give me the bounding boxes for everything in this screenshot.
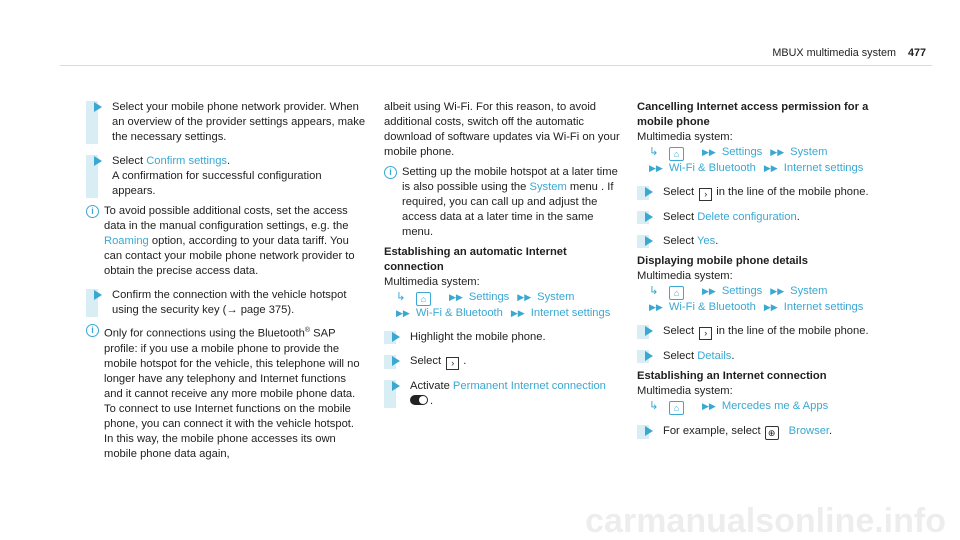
multimedia-system-label: Multimedia system: [384, 276, 480, 288]
settings-link[interactable]: Settings [721, 146, 763, 158]
menu-path [637, 145, 895, 161]
multimedia-system-label: Multimedia system: [637, 270, 733, 282]
home-icon[interactable]: ⌂ [669, 286, 684, 300]
return-arrow-icon: ↳ [649, 400, 659, 412]
browser-icon[interactable]: ⊕ [765, 426, 779, 440]
settings-link[interactable]: Settings [721, 285, 763, 297]
column-1 [86, 100, 366, 462]
wifi-bluetooth-link[interactable]: Wi-Fi & Bluetooth [668, 301, 756, 313]
chevron-right-icon: ▶▶ [649, 302, 663, 312]
multimedia-system-label: Multimedia system: [637, 385, 733, 397]
step-select-line: Select › in the line of the mobile phone. [637, 185, 895, 201]
arrow-right-icon [392, 381, 400, 391]
step-confirm-connection [86, 288, 366, 318]
roaming-link[interactable]: Roaming [104, 235, 149, 247]
delete-configuration-link[interactable]: Delete configuration [697, 211, 797, 223]
note-bluetooth-sap: i Only for connections using the Bluetooth® SAP profile: if you use a mobile phone to provide the mobile hotspot for the vehicle, this telephone will no longer have any telephony and Internet functions and it cannot receive any more mobile phone data. To connect to use Internet functions on the mobile phone, you can connect it with the vehicle hotspot. In this way, the mobile phone accesses its own mobile phone data again, [86, 323, 366, 462]
settings-link[interactable]: Settings [468, 291, 510, 303]
details-link[interactable]: Details [697, 350, 732, 362]
arrow-right-icon [645, 426, 653, 436]
header-title: MBUX multimedia system [772, 47, 896, 59]
home-icon[interactable]: ⌂ [669, 401, 684, 415]
menu-path-2 [637, 300, 895, 315]
menu-path-2 [637, 161, 895, 176]
section-heading-establish: Establishing an Internet connection [637, 370, 827, 382]
toggle-on-icon[interactable] [410, 395, 428, 405]
step-activate-permanent: Activate Permanent Internet connection . [384, 379, 624, 409]
home-icon[interactable]: ⌂ [416, 292, 431, 306]
chevron-right-icon: ▶▶ [702, 286, 716, 296]
page-header [772, 46, 926, 61]
confirm-settings-link[interactable]: Confirm settings [146, 155, 228, 167]
step-text: Select your mobile phone network provider. When an overview of the provider settings appears, make the necessary settings. [112, 101, 366, 143]
step-text: Confirm the connection with the vehicle hotspot using the security key (→ page 375). [112, 289, 347, 316]
column-3 [637, 100, 895, 440]
chevron-right-icon: ▶▶ [449, 292, 463, 302]
section-heading-auto-connection: Establishing an automatic Internet connection [384, 246, 567, 273]
chevron-right-icon: ▶▶ [763, 302, 778, 312]
chevron-right-icon: ▶▶ [702, 401, 716, 411]
internet-settings-link[interactable]: Internet settings [530, 307, 611, 319]
watermark: carmanualsonline.info [585, 502, 946, 540]
step-delete-config: Select Delete configuration. [637, 210, 895, 225]
system-link[interactable]: System [790, 285, 828, 297]
section-heading-cancel-access: Cancelling Internet access permission for a mobile phone [637, 101, 869, 128]
chevron-right-icon: ▶▶ [763, 163, 778, 173]
header-rule [60, 65, 932, 66]
page-number: 477 [907, 47, 926, 59]
return-arrow-icon: ↳ [649, 285, 659, 297]
step-highlight-phone: Highlight the mobile phone. [384, 330, 624, 345]
arrow-right-icon [392, 332, 400, 342]
chevron-right-icon[interactable]: › [699, 188, 712, 201]
menu-path [384, 290, 624, 306]
arrow-right-icon [645, 351, 653, 361]
note-access-data: i To avoid possible additional costs, set the access data in the manual configuration settings, e.g. the Roaming option, according to your data tariff. You can contact your mobile phone network provider to obtain the precise access data. [86, 204, 366, 279]
info-icon: i [384, 166, 397, 179]
chevron-right-icon: ▶▶ [396, 308, 410, 318]
menu-path-2 [384, 306, 624, 321]
chevron-right-icon: ▶▶ [649, 163, 663, 173]
step-select-details: Select Details. [637, 349, 895, 364]
mercedes-me-apps-link[interactable]: Mercedes me & Apps [721, 400, 829, 412]
column-2 [384, 100, 624, 409]
chevron-right-icon: ▶▶ [517, 292, 532, 302]
step-confirm-settings: Select Confirm settings. A confirmation for successful configuration appears. [86, 154, 366, 199]
arrow-right-icon [94, 290, 102, 300]
chevron-right-icon[interactable]: › [446, 357, 459, 370]
system-link[interactable]: System [790, 146, 828, 158]
wifi-bluetooth-link[interactable]: Wi-Fi & Bluetooth [415, 307, 503, 319]
chevron-right-icon: ▶▶ [510, 308, 525, 318]
arrow-right-icon [645, 326, 653, 336]
chevron-right-icon: ▶▶ [702, 147, 716, 157]
info-icon: i [86, 324, 99, 337]
yes-link[interactable]: Yes [697, 235, 716, 247]
arrow-right-icon [94, 102, 102, 112]
return-arrow-icon: ↳ [396, 291, 406, 303]
menu-path [637, 399, 895, 415]
internet-settings-link[interactable]: Internet settings [783, 301, 864, 313]
step-select-line-2: Select › in the line of the mobile phone. [637, 324, 895, 340]
wifi-bluetooth-link[interactable]: Wi-Fi & Bluetooth [668, 162, 756, 174]
return-arrow-icon: ↳ [649, 146, 659, 158]
browser-link[interactable]: Browser [788, 425, 830, 437]
chevron-right-icon: ▶▶ [770, 147, 785, 157]
continued-text: albeit using Wi-Fi. For this reason, to avoid additional costs, switch off the automatic download of software updates via Wi-Fi on your mobile phone. [384, 101, 620, 158]
system-link[interactable]: System [537, 291, 575, 303]
info-icon: i [86, 205, 99, 218]
step-select-yes: Select Yes. [637, 234, 895, 249]
step-text: A confirmation for successful configuration appears. [112, 170, 322, 197]
multimedia-system-label: Multimedia system: [637, 131, 733, 143]
home-icon[interactable]: ⌂ [669, 147, 684, 161]
arrow-right-icon [645, 187, 653, 197]
arrow-right-icon [94, 156, 102, 166]
menu-path [637, 284, 895, 300]
arrow-right-icon [645, 236, 653, 246]
step-select-provider [86, 100, 366, 145]
arrow-right-icon [392, 356, 400, 366]
arrow-right-icon [645, 212, 653, 222]
internet-settings-link[interactable]: Internet settings [783, 162, 864, 174]
chevron-right-icon[interactable]: › [699, 327, 712, 340]
chevron-right-icon: ▶▶ [770, 286, 785, 296]
note-hotspot-later: i Setting up the mobile hotspot at a later time is also possible using the System menu . If required, you can call up and adjust the access data at a later time in the same menu. [384, 165, 624, 240]
step-select-browser: For example, select ⊕ Browser. [637, 424, 895, 440]
step-select-arrow: Select › . [384, 354, 624, 370]
section-heading-details: Displaying mobile phone details [637, 255, 808, 267]
system-menu-link[interactable]: System [529, 181, 567, 193]
permanent-connection-link[interactable]: Permanent Internet connection [452, 380, 606, 392]
